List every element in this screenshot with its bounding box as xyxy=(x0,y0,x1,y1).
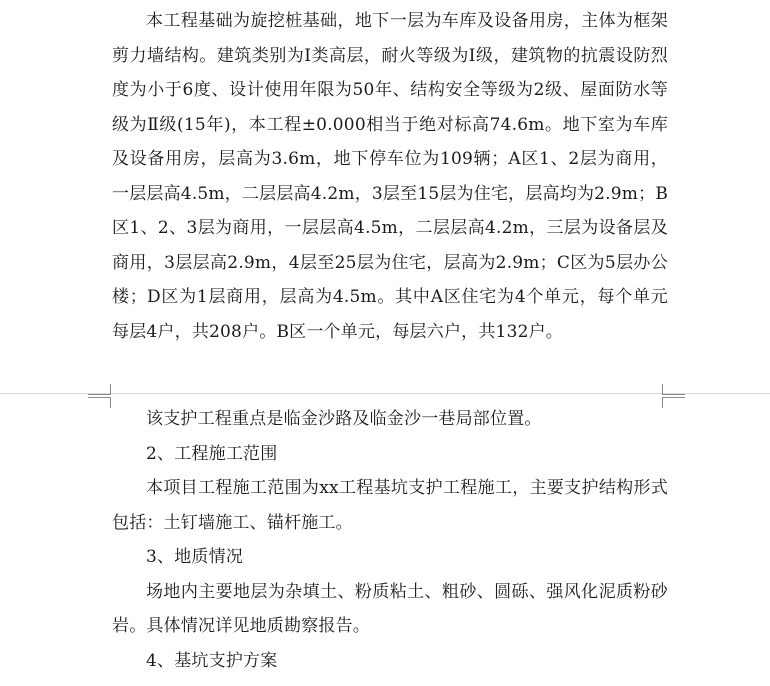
crop-mark-top-left-page-2 xyxy=(88,397,111,408)
page-1-text xyxy=(112,4,668,349)
page-break-line xyxy=(0,393,770,394)
support-focus-paragraph: 该支护工程重点是临金沙路及临金沙一巷局部位置。 xyxy=(146,409,542,429)
crop-mark-bottom-left-page-1 xyxy=(88,384,111,395)
section-2-body: 本项目工程施工范围为xx工程基坑支护工程施工，主要支护结构形式包括：土钉墙施工、锚杆施工。 xyxy=(112,478,668,533)
project-overview-paragraph: 本工程基础为旋挖桩基础，地下一层为车库及设备用房，主体为框架剪力墙结构。建筑类别为Ⅰ类高层，耐火等级为Ⅰ级，建筑物的抗震设防烈度为小于6度、设计使用年限为50年、结构安全等级为2级、屋面防水等级为Ⅱ级(15年)，本工程±0.000相当于绝对标高74.6m。地下室为车库及设备用房，层高为3.6m，地下停车位为109辆；A区1、2层为商用，一层层高4.5m，二层层高4.2m，3层至15层为住宅，层高均为2.9m；B区1、2、3层为商用，一层层高4.5m，二层层高4.2m，三层为设备层及商用，3层层高2.9m，4层至25层为住宅，层高为2.9m；C区为5层办公楼；D区为1层商用，层高为4.5m。其中A区住宅为4个单元，每个单元每层4户，共208户。B区一个单元，每层六户，共132户。 xyxy=(112,11,669,342)
section-2-heading: 2、工程施工范围 xyxy=(146,443,278,464)
crop-mark-bottom-right-page-1 xyxy=(662,384,685,395)
section-3-heading: 3、地质情况 xyxy=(146,547,244,567)
section-4-heading: 4、基坑支护方案 xyxy=(146,650,278,671)
page-2-text xyxy=(112,402,668,678)
section-3-body: 场地内主要地层为杂填土、粉质粘土、粗砂、圆砾、强风化泥质粉砂岩。具体情况详见地质勘察报告。 xyxy=(112,581,668,636)
